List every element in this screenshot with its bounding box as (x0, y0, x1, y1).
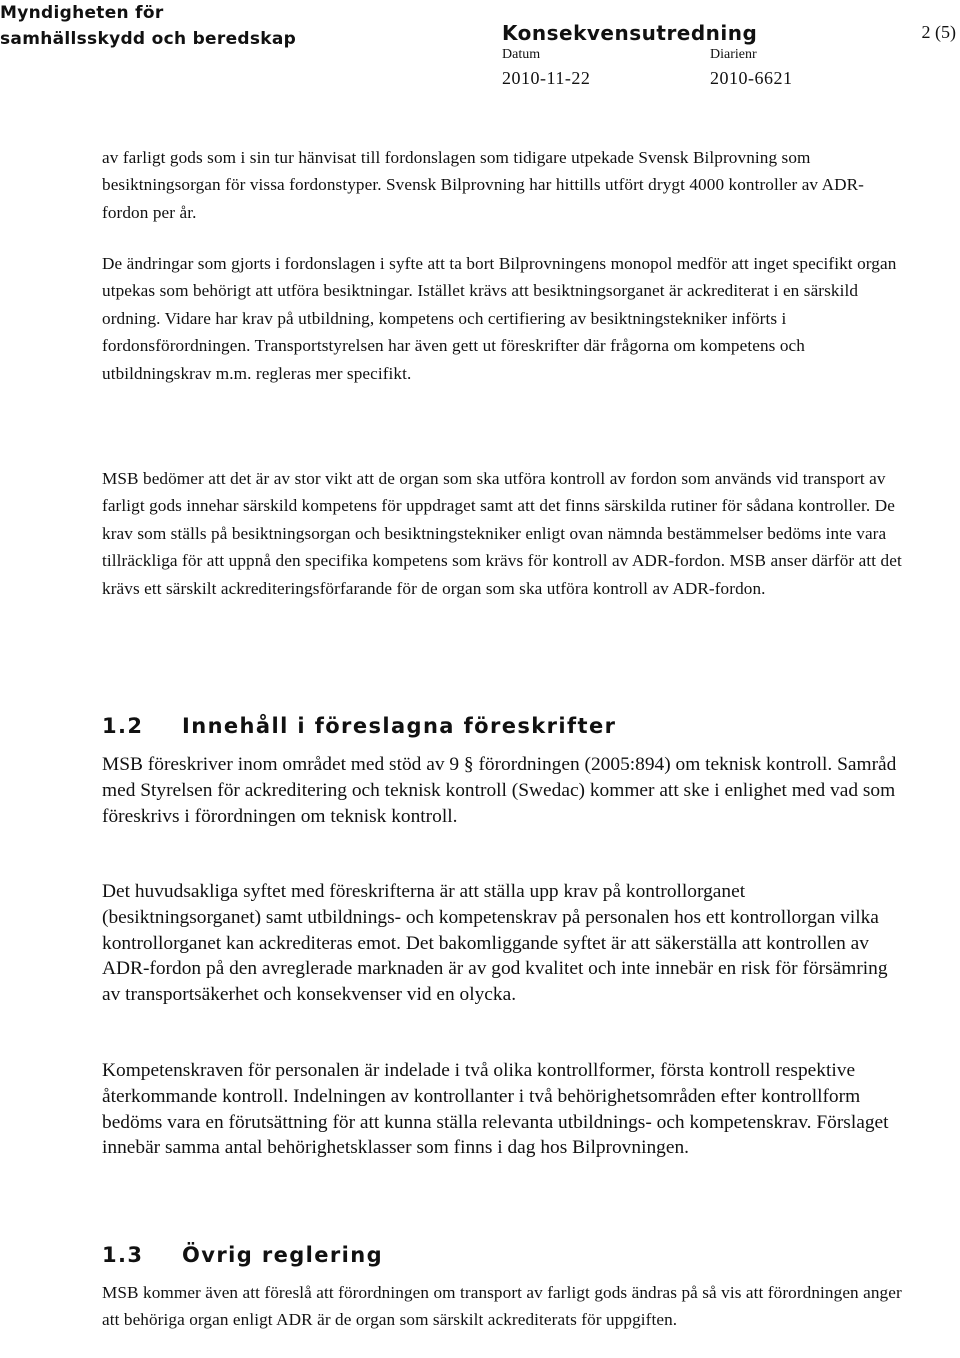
body-paragraph (102, 1279, 902, 1334)
paragraph-text: De ändringar som gjorts i fordonslagen i syfte att ta bort Bilprovningens monopol medför att inget specifikt organ utpekas som behörigt att utföra besiktningar. Istället krävs att besiktningsorganet är ackrediterat i en särskild ordning. Vidare har krav på utbildning, kompetens och certifiering av besiktningstekniker införts i fordonsförordningen. Transportstyrelsen har även gett ut föreskrifter där frågorna om kompetens och utbildningskrav m.m. regleras mer specifikt. (102, 254, 897, 383)
body-paragraph (102, 1058, 902, 1161)
paragraph-text: MSB bedömer att det är av stor vikt att de organ som ska utföra kontroll av fordon som används vid transport av farligt gods innehar särskild kompetens för uppdraget samt att det finns särskilda rutiner för sådana kontroller. De krav som ställs på besiktningsorgan och besiktningstekniker enligt ovan nämnda bestämmelser bedöms inte vara tillräckliga för att uppnå den specifika kompetens som krävs för kontroll av ADR-fordon. MSB anser därför att det krävs ett särskilt ackrediteringsförfarande för de organ som ska utföra kontroll av ADR-fordon. (102, 469, 902, 598)
registry-number-label: Diarienr (710, 47, 757, 62)
registry-number-value: 2010-6621 (710, 68, 793, 88)
body-paragraph (102, 752, 902, 829)
paragraph-text: Det huvudsakliga syftet med föreskrifterna är att ställa upp krav på kontrollorganet (besiktningsorganet) samt utbildnings- och kompetenskrav på personalen hos ett kontrollorgan vilka kontrollorganet kan ackrediteras emot. Det bakomliggande syftet är att säkerställa att kontrollen av ADR-fordon på den avreglerade marknaden är av god kvalitet och inte innebär en risk för försämring av transportsäkerhet och konsekvenser vid en olycka. (102, 881, 888, 1006)
body-paragraph (102, 465, 902, 602)
date-value: 2010-11-22 (502, 68, 591, 88)
section-title: Innehåll i föreslagna föreskrifter (182, 714, 617, 738)
page-number: 2 (5) (921, 22, 956, 42)
section-heading (102, 714, 616, 738)
organization-name-line1: Myndigheten för (0, 3, 164, 23)
paragraph-text: MSB föreskriver inom området med stöd av 9 § förordningen (2005:894) om teknisk kontroll. Samråd med Styrelsen för ackreditering och teknisk kontroll (Swedac) kommer att ske i enlighet med vad som föreskrivs i förordningen om teknisk kontroll. (102, 754, 897, 827)
section-number: 1.2 (102, 714, 144, 738)
paragraph-text: av farligt gods som i sin tur hänvisat till fordonslagen som tidigare utpekade Svensk Bilprovning som besiktningsorgan för vissa fordonstyper. Svensk Bilprovning har hittills utfört drygt 4000 kontroller av ADR-fordon per år. (102, 148, 864, 222)
section-number: 1.3 (102, 1243, 144, 1267)
body-paragraph (102, 879, 902, 1008)
section-title: Övrig reglering (182, 1243, 384, 1267)
body-paragraph (102, 144, 902, 226)
organization-name (0, 0, 296, 52)
section-heading (102, 1243, 383, 1267)
paragraph-text: Kompetenskraven för personalen är indelade i två olika kontrollformer, första kontroll respektive återkommande kontroll. Indelningen av kontrollanter i två behörighetsområden efter kontrollform bedöms vara en förutsättning för att kunna ställa relevanta utbildnings- och kompetenskrav. Förslaget innebär samma antal behörighetsklasser som finns i dag hos Bilprovningen. (102, 1060, 889, 1159)
body-paragraph (102, 250, 902, 387)
document-title: Konsekvensutredning (502, 21, 758, 45)
organization-name-line2: samhällsskydd och beredskap (0, 29, 297, 49)
date-label: Datum (502, 47, 541, 62)
paragraph-text: MSB kommer även att föreslå att förordningen om transport av farligt gods ändras på så vis att förordningen anger att behöriga organ enligt ADR är de organ som särskilt ackrediterats för uppgiften. (102, 1283, 902, 1330)
